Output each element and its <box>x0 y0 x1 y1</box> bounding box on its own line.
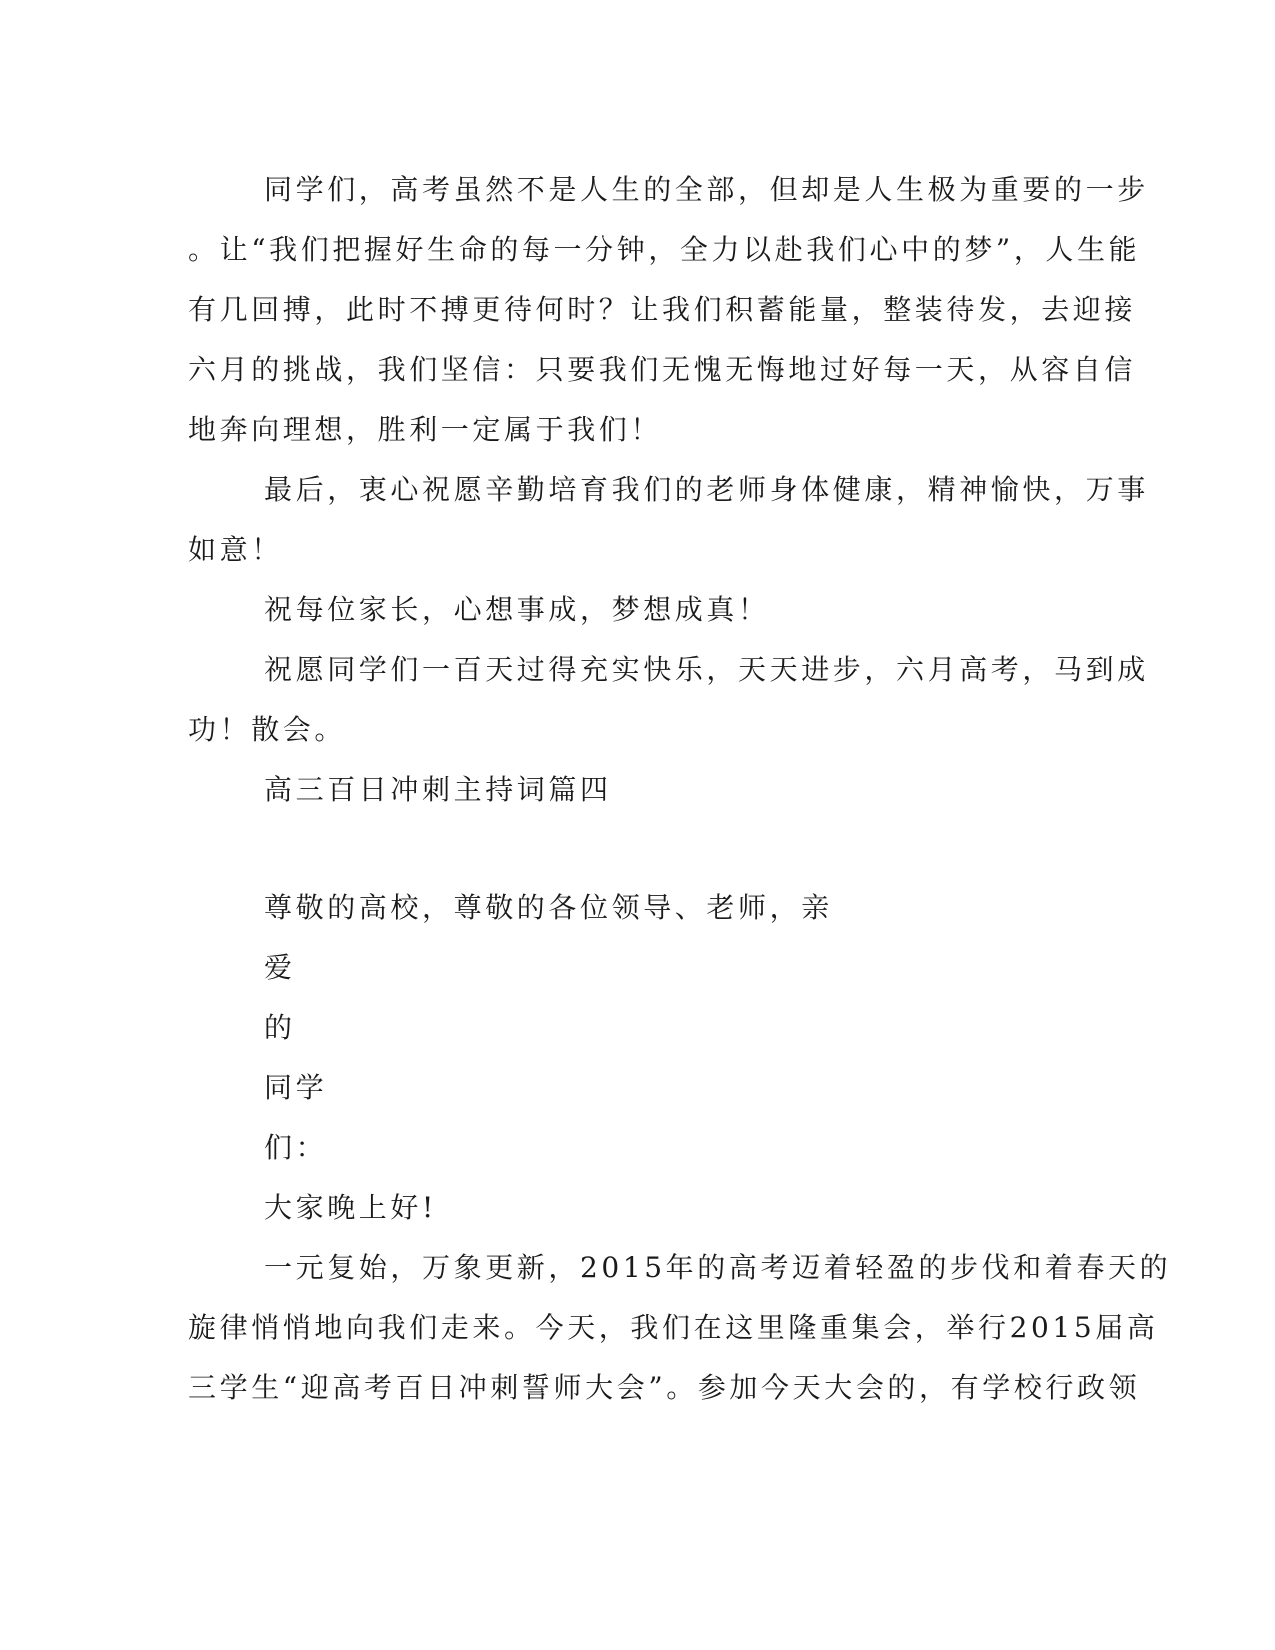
salutation-line: 们： <box>264 1131 328 1164</box>
paragraph-line: 最后，衷心祝愿辛勤培育我们的老师身体健康，精神愉快，万事 <box>264 473 1149 506</box>
paragraph-line: 有几回搏，此时不搏更待何时？让我们积蓄能量，整装待发，去迎接 <box>188 293 1137 326</box>
paragraph-line: 旋律悄悄地向我们走来。今天，我们在这里隆重集会，举行2015届高 <box>188 1311 1159 1344</box>
section-heading: 高三百日冲刺主持词篇四 <box>264 773 612 806</box>
greeting-line: 大家晚上好! <box>264 1191 437 1224</box>
paragraph-line: 三学生“迎高考百日冲刺誓师大会”。参加今天大会的，有学校行政领 <box>188 1371 1141 1404</box>
paragraph-line: 六月的挑战，我们坚信：只要我们无愧无悔地过好每一天，从容自信 <box>188 353 1137 386</box>
salutation-line: 爱 <box>264 951 296 984</box>
salutation-line: 的 <box>264 1011 296 1044</box>
paragraph-line: 同学们，高考虽然不是人生的全部，但却是人生极为重要的一步 <box>264 173 1149 206</box>
paragraph-line: 功！散会。 <box>188 713 347 746</box>
paragraph-line: 祝每位家长，心想事成，梦想成真！ <box>264 593 770 626</box>
paragraph-line: 一元复始，万象更新，2015年的高考迈着轻盈的步伐和着春天的 <box>264 1251 1172 1284</box>
salutation-line: 同学 <box>264 1071 328 1104</box>
paragraph-line: 祝愿同学们一百天过得充实快乐，天天进步，六月高考，马到成 <box>264 653 1149 686</box>
paragraph-line: 地奔向理想，胜利一定属于我们！ <box>188 413 663 446</box>
paragraph-line: 如意！ <box>188 533 283 566</box>
paragraph-line: 。让“我们把握好生命的每一分钟，全力以赴我们心中的梦”，人生能 <box>188 233 1141 266</box>
salutation-line: 尊敬的高校，尊敬的各位领导、老师，亲 <box>264 891 833 924</box>
